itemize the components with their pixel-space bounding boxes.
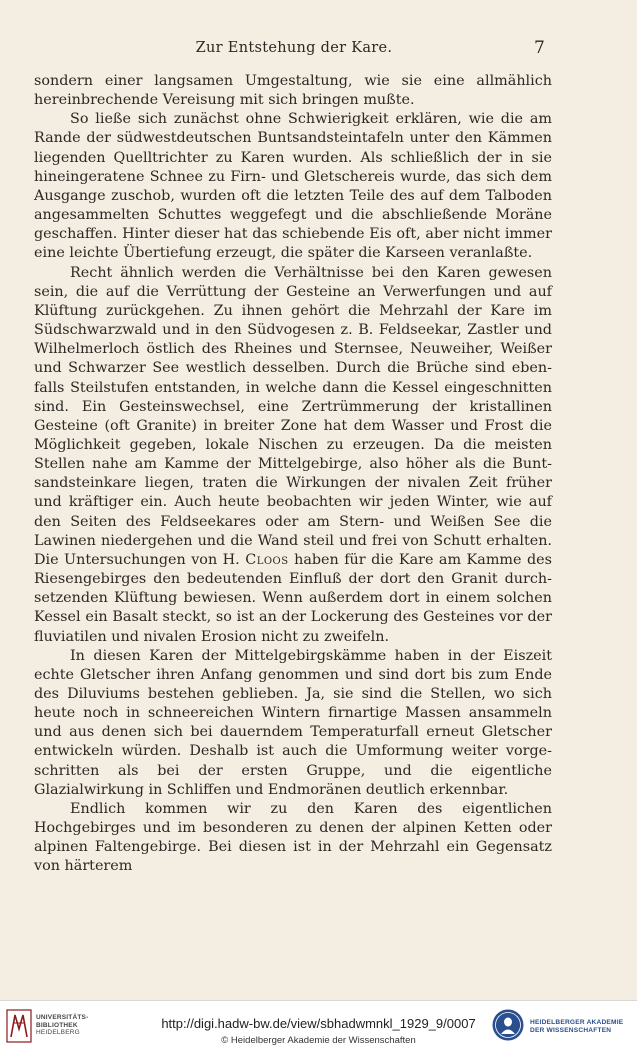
author-name-cloos: Cloos (245, 551, 289, 568)
copyright-notice: © Heidelberger Akademie der Wissenschaften (221, 1035, 416, 1046)
paragraph-2: So ließe sich zunächst ohne Schwierigkeit erklären, wie die am Rande der südwestdeutschen Buntsandsteintafeln unter den Kämmen liegenden Quelltrichter zu Karen wurden. Als schließlich der in sie hineingeratene Schnee zu Firn- und Gletschereis wurde, das sich dem Ausgange zuschob, wurden oft die letzten Teile des auf dem Talboden angesammelten Schuttes weggefegt und die abschließende Moräne geschaffen. Hinter dieser hat das schiebende Eis oft, aber nicht immer eine leichte Übertiefung erzeugt, die später die Karseen veranlaßte. (34, 111, 552, 262)
academy-line-2: DER WISSENSCHAFTEN (530, 1027, 612, 1034)
paragraph-1: sondern einer langsamen Umgestaltung, wie sie eine allmählich hereinbrechende Vereisung mit sich bringen mußte. (34, 73, 552, 109)
logo-line-1: UNIVERSITÄTS- (36, 1014, 89, 1021)
paragraph-5: Endlich kommen wir zu den Karen des eigentlichen Hochgebirges und im besonderen zu denen der alpinen Ketten oder alpinen Faltengebirge. Bei diesen ist in der Mehrzahl ein Gegensatz von härterem (34, 800, 552, 875)
page-number: 7 (534, 38, 545, 58)
permalink-url[interactable]: http://digi.hadw-bw.de/view/sbhadwmnkl_1929_9/0007 (161, 1016, 476, 1031)
running-title: Zur Entstehung der Kare. (195, 40, 393, 56)
paragraph-3-part-b: haben für die Kare am Kamme des Riesengebirges den bedeutenden Einfluß der dort den Granit durchsetzenden Klüftung bewiesen. Wenn außerdem dort in einem solchen Kessel ein Basalt steckt, so ist an der Lockerung des Gesteines vor der fluviatilen und nivalen Erosion nicht zu zweifeln. (34, 551, 553, 645)
paragraph-4: In diesen Karen der Mittelgebirgskämme haben in der Eiszeit echte Gletscher ihren Anfang genommen und sind dort bis zum Ende des Diluviums bestehen geblieben. Ja, sie sind die Stellen, wo sich heute noch in schneereichen Wintern firnartige Massen ansammeln und aus denen sich bei dauerndem Temperaturfall erneut Gletscher entwickeln würden. Deshalb ist auch die Umformung weiter vorgeschritten als bei der ersten Gruppe, und die eigentliche Glazialwirkung in Schliffen und Endmoränen deutlich erkennbar. (34, 647, 552, 798)
academy-line-1: HEIDELBERGER AKADEMIE (530, 1019, 624, 1026)
academy-seal-icon[interactable] (491, 1008, 525, 1042)
body-text (34, 72, 552, 877)
academy-logo-text[interactable] (530, 1019, 623, 1035)
logo-line-2: BIBLIOTHEK (36, 1021, 78, 1029)
footer-bar (0, 1000, 637, 1052)
paragraph-3 (34, 264, 552, 647)
logo-line-3: HEIDELBERG (36, 1029, 80, 1036)
paragraph-3-part-a: Recht ähnlich werden die Verhältnisse bei den Karen gewesen sein, die auf die Verrüttung der Gesteine an Verwerfungen und auf Klüftung zurückgehen. Zu ihnen gehört die Mehrzahl der Kare im Südschwarzwald und in den Südvogesen z. B. Feldseekar, Zastler und Wilhelmerloch östlich des Rheines und Sternsee, Neuweiher, Weißer und Schwarzer See westlich desselben. Durch die Brüche sind ebenfalls Steilstufen entstanden, in welche dann die Kessel eingeschnitten sind. Ein Gesteinswechsel, eine Zertrümmerung der kristallinen Gesteine (oft Granite) in breiter Zone hat dem Wasser und Frost die Möglichkeit gegeben, lokale Nischen zu erzeugen. Da die meisten Stellen nahe am Kamme der Mittelgebirge, also höher als die Buntsandsteinkare liegen, traten die Wirkungen der nivalen Zeit früher und kräftiger ein. Auch heute beobachten wir jeden Winter, wie auf den Seiten des Feldseekares oder am Stern- und Weißen See die Lawinen niedergehen und die Wand steil und frei von Schutt erhalten. Die Untersuchungen von H. (34, 264, 552, 568)
